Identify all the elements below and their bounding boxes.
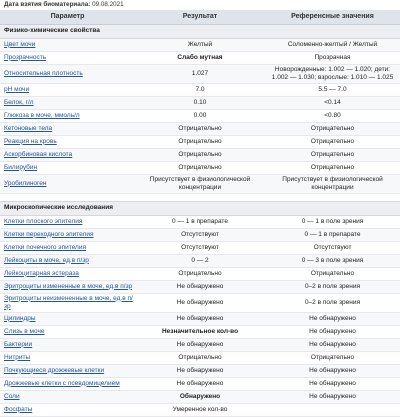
param-link[interactable]: Лейкоцитарная эстераза: [4, 269, 79, 277]
param-cell: [0, 364, 135, 377]
param-cell: [0, 280, 135, 293]
param-link[interactable]: Глюкоза в моче, ммоль/л: [4, 111, 80, 119]
header-result: Результат: [135, 10, 265, 24]
reference-cell: 0–2 в поле зрения: [265, 293, 400, 312]
results-table: [0, 10, 400, 417]
table-row: [0, 377, 400, 390]
param-link[interactable]: Эритроциты неизмененные в моче, ед.в п/зр: [4, 294, 133, 310]
result-cell: 0 — 1 в препарате: [135, 215, 265, 228]
param-cell: [0, 338, 135, 351]
table-row: [0, 148, 400, 161]
param-cell: [0, 148, 135, 161]
table-row: [0, 51, 400, 64]
table-row: [0, 64, 400, 83]
reference-cell: Не обнаружено: [265, 312, 400, 325]
reference-cell: <0.80: [265, 109, 400, 122]
result-cell: Желтый: [135, 38, 265, 51]
reference-cell: Отсутствуют: [265, 241, 400, 254]
table-row: [0, 83, 400, 96]
param-cell: [0, 293, 135, 312]
param-cell: [0, 135, 135, 148]
param-cell: [0, 109, 135, 122]
result-cell: 1.027: [135, 64, 265, 83]
table-body: [0, 24, 400, 416]
reference-cell: Отрицательно: [265, 135, 400, 148]
result-cell: Умеренное кол-во: [135, 403, 265, 416]
table-row: [0, 241, 400, 254]
header-reference: Референсные значения: [265, 10, 400, 24]
section-title: Физико-химические свойства: [0, 24, 400, 38]
result-cell: Слабо мутная: [135, 51, 265, 64]
result-cell: 0 — 2: [135, 254, 265, 267]
table-row: [0, 312, 400, 325]
param-link[interactable]: Цилиндры: [4, 314, 36, 322]
param-link[interactable]: Почкующиеся дрожжевые клетки: [4, 366, 105, 374]
table-row: [0, 135, 400, 148]
param-cell: [0, 215, 135, 228]
result-cell: Незначительное кол-во: [135, 325, 265, 338]
result-cell: Не обнаружено: [135, 377, 265, 390]
header-param: Параметр: [0, 10, 135, 24]
table-row: [0, 96, 400, 109]
param-link[interactable]: Относительная плотность: [4, 69, 83, 77]
param-cell: [0, 228, 135, 241]
reference-cell: Не обнаружено: [265, 390, 400, 403]
reference-cell: Прозрачная: [265, 51, 400, 64]
param-cell: [0, 161, 135, 174]
table-row: [0, 254, 400, 267]
param-link[interactable]: Фосфаты: [4, 405, 33, 413]
table-row: [0, 390, 400, 403]
param-cell: [0, 83, 135, 96]
table-row: [0, 403, 400, 416]
param-cell: [0, 51, 135, 64]
table-row: [0, 280, 400, 293]
param-cell: [0, 174, 135, 193]
param-link[interactable]: Бактерии: [4, 340, 33, 348]
param-cell: [0, 312, 135, 325]
param-cell: [0, 390, 135, 403]
result-cell: Отрицательно: [135, 148, 265, 161]
reference-cell: Отрицательно: [265, 267, 400, 280]
reference-cell: Отрицательно: [265, 161, 400, 174]
reference-cell: 0–2 в поле зрения: [265, 280, 400, 293]
reference-cell: 5.5 — 7.0: [265, 83, 400, 96]
reference-cell: Новорожденные: 1.002 — 1.020; дети: 1.002 — 1.030; взрослые: 1.010 — 1.025: [265, 64, 400, 83]
result-cell: Не обнаружено: [135, 364, 265, 377]
param-link[interactable]: Клетки почечного эпителия: [4, 243, 86, 251]
table-row: [0, 228, 400, 241]
reference-cell: Отрицательно: [265, 122, 400, 135]
result-cell: Обнаружено: [135, 390, 265, 403]
table-row: [0, 267, 400, 280]
param-link[interactable]: Белок, г/л: [4, 98, 34, 106]
result-cell: Не обнаружено: [135, 280, 265, 293]
spacer-cell: [0, 193, 400, 201]
result-cell: 0.00: [135, 109, 265, 122]
param-link[interactable]: Лейкоциты в моче, ед.в п/зр: [4, 256, 89, 264]
param-link[interactable]: Клетки переходного эпителия: [4, 230, 94, 238]
reference-cell: Отрицательно: [265, 148, 400, 161]
table-row: [0, 122, 400, 135]
table-row: [0, 293, 400, 312]
param-link[interactable]: Аскорбиновая кислота: [4, 150, 73, 158]
param-cell: [0, 38, 135, 51]
param-cell: [0, 241, 135, 254]
table-row: [0, 174, 400, 193]
section-title: Микроскопические исследования: [0, 201, 400, 215]
param-link[interactable]: pH мочи: [4, 85, 30, 93]
result-cell: 7.0: [135, 83, 265, 96]
param-cell: [0, 267, 135, 280]
section-header: [0, 24, 400, 38]
table-row: [0, 109, 400, 122]
table-row: [0, 351, 400, 364]
collection-date: [0, 0, 400, 10]
table-row: [0, 38, 400, 51]
param-link[interactable]: Нитриты: [4, 353, 31, 361]
result-cell: Отрицательно: [135, 267, 265, 280]
reference-cell: [265, 403, 400, 416]
reference-cell: Не обнаружено: [265, 364, 400, 377]
param-cell: [0, 325, 135, 338]
param-cell: [0, 122, 135, 135]
result-cell: 0.10: [135, 96, 265, 109]
result-cell: Не обнаружено: [135, 338, 265, 351]
reference-cell: Не обнаружено: [265, 377, 400, 390]
result-cell: Не обнаружено: [135, 312, 265, 325]
reference-cell: Не обнаружено: [265, 338, 400, 351]
table-row: [0, 338, 400, 351]
reference-cell: Соломенно-желтый / Желтый: [265, 38, 400, 51]
table-row: [0, 161, 400, 174]
reference-cell: Не обнаружено: [265, 325, 400, 338]
param-link[interactable]: Реакция на кровь: [4, 137, 57, 145]
result-cell: Отрицательно: [135, 161, 265, 174]
result-cell: Отсутствуют: [135, 228, 265, 241]
param-link[interactable]: Слизь в моче: [4, 327, 45, 335]
collection-date-value: 09.08.2021: [92, 1, 124, 8]
result-cell: Отсутствуют: [135, 241, 265, 254]
reference-cell: 0 — 1 в поле зрения: [265, 215, 400, 228]
param-cell: [0, 403, 135, 416]
param-link[interactable]: Кетоновые тела: [4, 124, 53, 132]
param-cell: [0, 64, 135, 83]
param-link[interactable]: Прозрачность: [4, 53, 47, 61]
param-cell: [0, 254, 135, 267]
result-cell: Не обнаружено: [135, 293, 265, 312]
param-link[interactable]: Клетки плоского эпителия: [4, 217, 83, 225]
result-cell: Отрицательно: [135, 351, 265, 364]
reference-cell: Присутствует в физиологической концентрации: [265, 174, 400, 193]
table-header: [0, 10, 400, 24]
reference-cell: 0 — 1 в препарате: [265, 228, 400, 241]
result-cell: Отрицательно: [135, 122, 265, 135]
param-cell: [0, 377, 135, 390]
param-cell: [0, 96, 135, 109]
section-spacer: [0, 193, 400, 201]
param-link[interactable]: Цвет мочи: [4, 40, 36, 48]
reference-cell: Отрицательно: [265, 351, 400, 364]
table-row: [0, 325, 400, 338]
param-cell: [0, 351, 135, 364]
param-link[interactable]: Уробилиноген: [4, 179, 47, 187]
param-link[interactable]: Соли: [4, 392, 20, 400]
param-link[interactable]: Билирубин: [4, 163, 38, 171]
reference-cell: 0 — 3 в поле зрения: [265, 254, 400, 267]
table-row: [0, 215, 400, 228]
collection-date-label: Дата взятия биоматериала:: [4, 1, 91, 8]
result-cell: Отрицательно: [135, 135, 265, 148]
param-link[interactable]: Дрожжевые клетки с псевдомицелием: [4, 379, 120, 387]
section-header: [0, 201, 400, 215]
result-cell: Присутствует в физиологической концентрации: [135, 174, 265, 193]
table-row: [0, 364, 400, 377]
reference-cell: <0.14: [265, 96, 400, 109]
param-link[interactable]: Эритроциты измененные в моче, ед.в п/зр: [4, 282, 133, 290]
